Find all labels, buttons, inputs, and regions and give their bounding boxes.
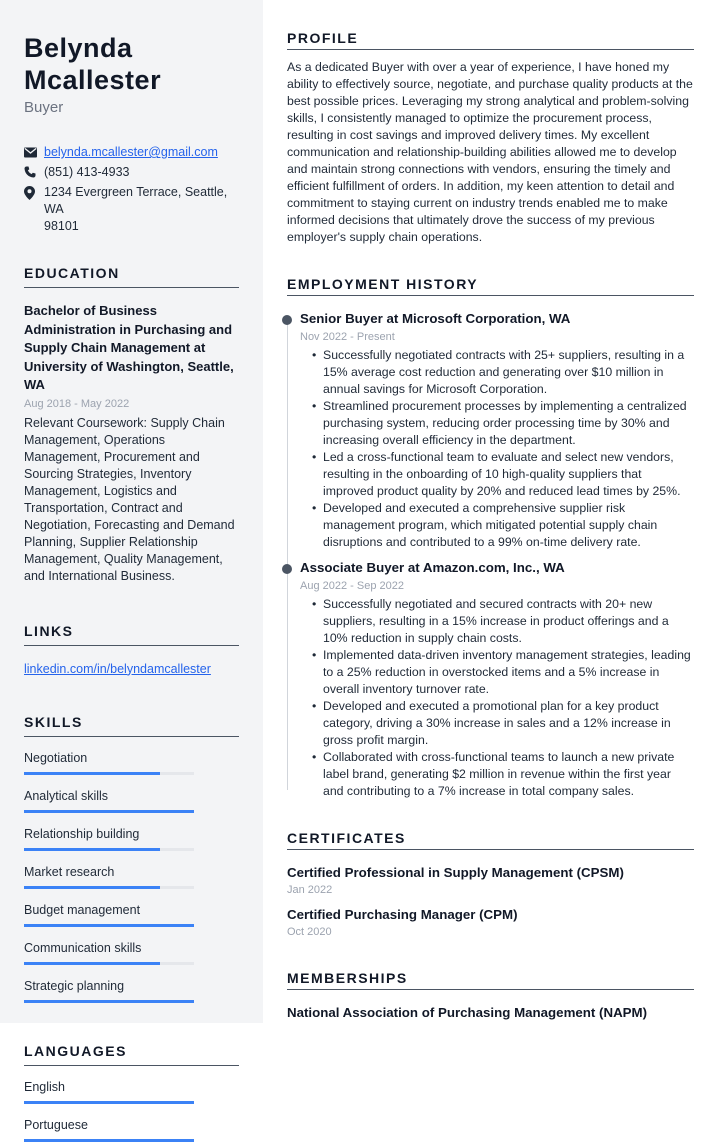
certificate-title: Certified Purchasing Manager (CPM): [287, 907, 518, 922]
skill-level-fill: [24, 886, 160, 889]
skill-label: Budget management: [24, 902, 141, 917]
job-bullets: [300, 347, 694, 551]
profile-section: [287, 30, 694, 246]
contact-phone: [24, 164, 239, 183]
job-entry: [287, 310, 694, 551]
sidebar: [0, 0, 263, 1132]
job-dates: Nov 2022 - Present: [300, 331, 395, 343]
phone-text: (851) 413-4933: [44, 165, 130, 179]
job-entry: [287, 559, 694, 800]
languages-heading: LANGUAGES: [24, 1043, 239, 1066]
skill-level-bar: [24, 848, 194, 851]
job-bullet: • Led a cross-functional team to evaluate and select new vendors, resulting in the onboarding of 10 high-quality suppliers that improved product quality by 20% and reduced lead times by 25%.: [300, 449, 694, 500]
contact-email: [24, 144, 239, 163]
skill-label: English: [24, 1079, 65, 1094]
links-section: [24, 623, 239, 676]
skill-level-fill: [24, 924, 194, 927]
skill-item: [24, 902, 239, 927]
skill-level-bar: [24, 962, 194, 965]
skill-label: Relationship building: [24, 826, 140, 841]
envelope-icon: [24, 144, 44, 163]
skill-label: Negotiation: [24, 750, 88, 765]
job-bullet: • Developed and executed a comprehensive supplier risk management program, which mitigated potential supply chain disruptions and contributed to a 99% on-time delivery rate.: [300, 500, 694, 551]
address-text: [44, 184, 239, 235]
contact-address: [24, 184, 239, 235]
skill-level-bar: [24, 924, 194, 927]
linkedin-link[interactable]: linkedin.com/in/belyndamcallester: [24, 661, 211, 676]
skill-level-fill: [24, 772, 160, 775]
map-pin-icon: [24, 184, 44, 205]
skill-item: [24, 788, 239, 813]
certificates-heading: CERTIFICATES: [287, 830, 694, 850]
candidate-name: [24, 32, 239, 96]
skill-label: Strategic planning: [24, 978, 125, 993]
main-content: [287, 30, 694, 1022]
skill-level-bar: [24, 772, 194, 775]
memberships-section: [287, 970, 694, 1022]
address-line-2: 98101: [44, 219, 79, 233]
skill-item: [24, 1079, 239, 1104]
name-first: Belynda: [24, 33, 133, 63]
skill-item: [24, 750, 239, 775]
skill-label: Portuguese: [24, 1117, 88, 1132]
job-role: Buyer: [24, 99, 64, 116]
education-degree: Bachelor of Business Administration in Purchasing and Supply Chain Management at University of Washington, Seattle, WA: [24, 303, 234, 392]
profile-text: As a dedicated Buyer with over a year of experience, I have honed my ability to effectively source, negotiate, and purchase quality products at the best possible prices. Leveraging my strong analytical and problem-solving skills, I consistently managed to optimize the procurement process, resulting in cost savings and improved delivery times. My excellent communication and relationship-building abilities allowed me to develop and maintain strong connections with vendors, ensuring the timely and efficient fulfillment of orders. In addition, my keen attention to detail and commitment to staying current on industry trends enabled me to make informed decisions that ultimately drove the success of my previous employer's supply chain operations.: [287, 60, 693, 244]
skill-level-bar: [24, 1101, 194, 1104]
job-bullet: • Collaborated with cross-functional teams to launch a new private label brand, generating $2 million in revenue within the first year and contributing to a 7% increase in total company sales.: [300, 749, 694, 800]
skill-item: [24, 1117, 239, 1142]
name-last: Mcallester: [24, 65, 162, 95]
job-title: Senior Buyer at Microsoft Corporation, WA: [300, 311, 571, 326]
skill-level-bar: [24, 1000, 194, 1003]
certificate-entry: [287, 906, 694, 939]
employment-section: [287, 276, 694, 800]
job-bullet: • Streamlined procurement processes by implementing a centralized purchasing system, reducing order processing time by 30% and increasing overall efficiency in the department.: [300, 398, 694, 449]
job-title: Associate Buyer at Amazon.com, Inc., WA: [300, 560, 565, 575]
certificate-date: Oct 2020: [287, 926, 332, 938]
skill-level-bar: [24, 810, 194, 813]
skill-level-bar: [24, 886, 194, 889]
certificates-section: [287, 830, 694, 939]
skill-level-fill: [24, 1101, 194, 1104]
skill-label: Market research: [24, 864, 115, 879]
education-description: Relevant Coursework: Supply Chain Management, Operations Management, Procurement and Sourcing Strategies, Inventory Management, Logistics and Transportation, Contract and Negotiation, Forecasting and Demand Planning, Supplier Relationship Management, Quality Management, and International Business.: [24, 415, 235, 583]
memberships-heading: MEMBERSHIPS: [287, 970, 694, 990]
skill-item: [24, 940, 239, 965]
employment-timeline: [287, 310, 694, 800]
timeline-dot: [282, 564, 292, 574]
timeline-dot: [282, 315, 292, 325]
skill-item: [24, 864, 239, 889]
skill-label: Communication skills: [24, 940, 142, 955]
education-heading: EDUCATION: [24, 265, 239, 288]
languages-list: [24, 1079, 239, 1142]
skill-item: [24, 826, 239, 851]
certificate-entry: [287, 864, 694, 897]
membership-item: National Association of Purchasing Management (NAPM): [287, 1005, 648, 1020]
skill-label: Analytical skills: [24, 788, 109, 803]
skill-level-fill: [24, 810, 194, 813]
skill-level-bar: [24, 1139, 194, 1142]
job-bullet: • Implemented data-driven inventory management strategies, leading to a 25% reduction in overstocked items and a 5% increase in overall inventory turnover rate.: [300, 647, 694, 698]
phone-icon: [24, 164, 44, 183]
skill-item: [24, 978, 239, 1003]
profile-heading: PROFILE: [287, 30, 694, 50]
skill-level-fill: [24, 1000, 194, 1003]
skill-level-fill: [24, 848, 160, 851]
links-heading: LINKS: [24, 623, 239, 646]
job-dates: Aug 2022 - Sep 2022: [300, 580, 404, 592]
skills-section: [24, 714, 239, 1003]
certificate-title: Certified Professional in Supply Management (CPSM): [287, 865, 624, 880]
employment-heading: EMPLOYMENT HISTORY: [287, 276, 694, 296]
contact-block: [24, 144, 239, 235]
job-bullet: • Developed and executed a promotional plan for a key product category, driving a 30% increase in sales and a 12% increase in gross profit margin.: [300, 698, 694, 749]
certificate-date: Jan 2022: [287, 884, 333, 896]
job-bullets: [300, 596, 694, 800]
education-dates: Aug 2018 - May 2022: [24, 397, 130, 410]
skills-heading: SKILLS: [24, 714, 239, 737]
languages-section: [24, 1043, 239, 1142]
skill-level-fill: [24, 962, 160, 965]
job-bullet: • Successfully negotiated and secured contracts with 20+ new suppliers, resulting in a 15% increase in product offerings and a 10% reduction in supply chain costs.: [300, 596, 694, 647]
skill-level-fill: [24, 1139, 194, 1142]
job-bullet: • Successfully negotiated contracts with 25+ suppliers, resulting in a 15% average cost reduction and generating over $10 million in annual savings for Microsoft Corporation.: [300, 347, 694, 398]
address-line-1: 1234 Evergreen Terrace, Seattle, WA: [44, 185, 228, 216]
skills-list: [24, 750, 239, 1003]
email-link[interactable]: belynda.mcallester@gmail.com: [44, 145, 218, 159]
education-section: [24, 265, 239, 585]
